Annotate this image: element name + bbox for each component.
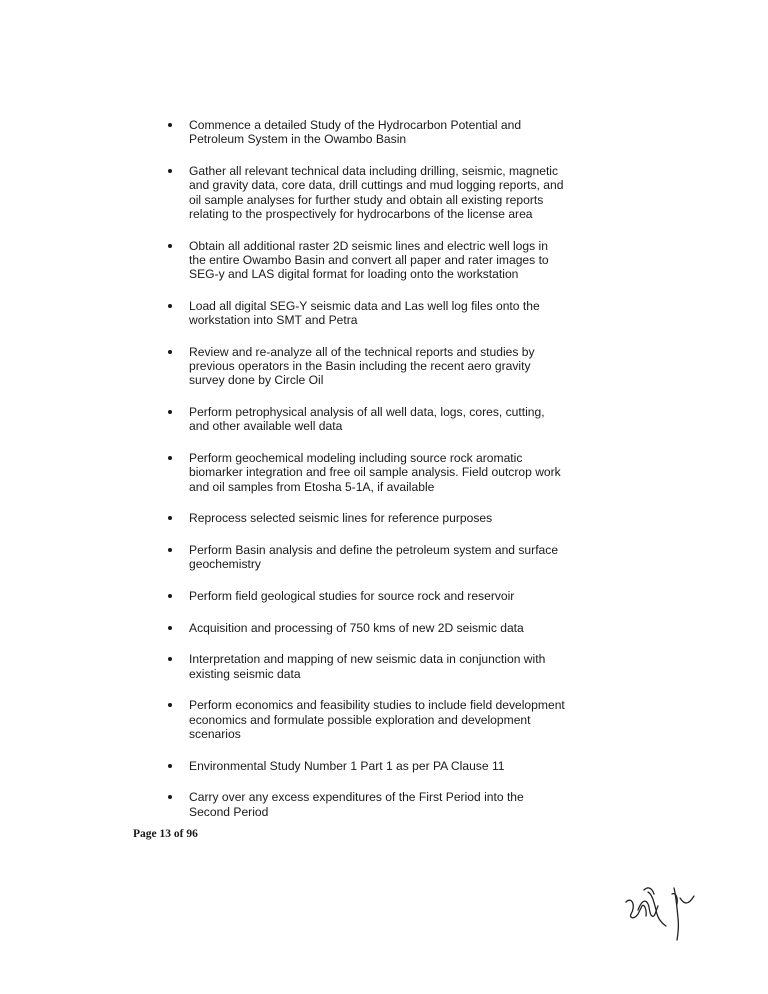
list-item-text: Review and re-analyze all of the technical reports and studies by previous operators in the Basin including the recent aero gravity survey done by Circle Oil xyxy=(189,344,535,388)
list-item-text: Obtain all additional raster 2D seismic lines and electric well logs in the entire Owambo Basin and convert all paper and rater images to SEG-y and LAS digital format for loading onto the workstation xyxy=(189,238,549,282)
list-item xyxy=(168,790,568,819)
list-item-text: Perform Basin analysis and define the petroleum system and surface geochemistry xyxy=(189,543,559,572)
list-item xyxy=(168,621,568,635)
list-item-text: Perform petrophysical analysis of all well data, logs, cores, cutting, and other available well data xyxy=(189,405,545,434)
bullet-icon xyxy=(168,350,172,354)
list-item-text: Carry over any excess expenditures of the First Period into the Second Period xyxy=(189,790,524,819)
list-item xyxy=(168,299,568,328)
list-item xyxy=(168,652,568,681)
list-item-text: Acquisition and processing of 750 kms of new 2D seismic data xyxy=(189,620,524,635)
list-item xyxy=(168,239,568,282)
handwritten-signature xyxy=(622,880,702,944)
list-item xyxy=(168,405,568,434)
bullet-icon xyxy=(168,516,172,520)
list-item xyxy=(168,345,568,388)
bullet-icon xyxy=(168,244,172,248)
list-item xyxy=(168,511,568,525)
list-item xyxy=(168,118,568,147)
bullet-icon xyxy=(168,548,172,552)
bullet-icon xyxy=(168,626,172,630)
bullet-icon xyxy=(168,456,172,460)
bullet-icon xyxy=(168,657,172,661)
work-program-list xyxy=(168,118,568,836)
list-item-text: Perform field geological studies for source rock and reservoir xyxy=(189,589,515,604)
list-item-text: Environmental Study Number 1 Part 1 as per PA Clause 11 xyxy=(189,758,505,773)
list-item-text: Interpretation and mapping of new seismic data in conjunction with existing seismic data xyxy=(189,652,546,681)
list-item xyxy=(168,164,568,221)
bullet-icon xyxy=(168,703,172,707)
list-item xyxy=(168,543,568,572)
bullet-icon xyxy=(168,169,172,173)
list-item-text: Reprocess selected seismic lines for reference purposes xyxy=(189,511,493,526)
list-item xyxy=(168,698,568,741)
list-item xyxy=(168,451,568,494)
bullet-icon xyxy=(168,594,172,598)
bullet-icon xyxy=(168,410,172,414)
list-item-text: Load all digital SEG-Y seismic data and Las well log files onto the workstation into SMT and Petra xyxy=(189,298,540,328)
list-item xyxy=(168,759,568,773)
bullet-icon xyxy=(168,123,172,127)
bullet-icon xyxy=(168,304,172,308)
list-item xyxy=(168,589,568,603)
list-item-text: Gather all relevant technical data including drilling, seismic, magnetic and gravity data, core data, drill cuttings and mud logging reports, and oil sample analyses for further study and obtain all existing reports relating to the prospectively for hydrocarbons of the license area xyxy=(189,163,564,221)
bullet-icon xyxy=(168,764,172,768)
page-number: Page 13 of 96 xyxy=(133,828,198,840)
list-item-text: Perform economics and feasibility studies to include field development economics and formulate possible exploration and development scenarios xyxy=(189,698,565,741)
bullet-icon xyxy=(168,795,172,799)
list-item-text: Perform geochemical modeling including source rock aromatic biomarker integration and free oil sample analysis. Field outcrop work and oil samples from Etosha 5-1A, if available xyxy=(189,451,561,494)
list-item-text: Commence a detailed Study of the Hydrocarbon Potential and Petroleum System in the Owambo Basin xyxy=(189,118,522,147)
